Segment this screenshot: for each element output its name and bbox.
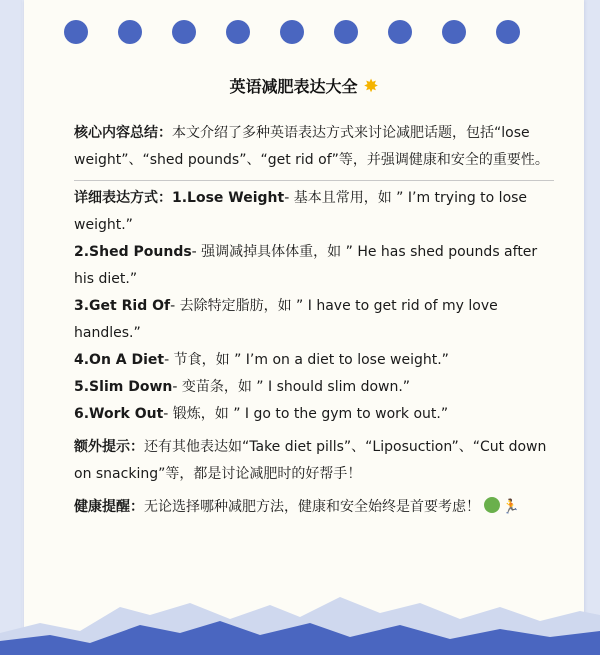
detail-item bbox=[74, 401, 554, 428]
summary-text: 本文介绍了多种英语表达方式来讨论减肥话题，包括“lose weight”、“shed pounds”、“get rid of”等，并强调健康和安全的重要性。 bbox=[74, 125, 549, 168]
green-apple-icon bbox=[484, 497, 500, 513]
health-text: 无论选择哪种减肥方法，健康和安全始终是首要考虑！ bbox=[144, 499, 480, 515]
summary-label: 核心内容总结： bbox=[74, 125, 172, 141]
detail-item bbox=[74, 185, 554, 239]
detail-term: 1.Lose Weight bbox=[172, 190, 285, 206]
article-body bbox=[74, 120, 554, 527]
detail-term: 3.Get Rid Of bbox=[74, 298, 171, 314]
note-card bbox=[24, 0, 584, 655]
binder-hole bbox=[64, 20, 88, 44]
binder-hole bbox=[334, 20, 358, 44]
health-paragraph bbox=[74, 494, 554, 521]
detail-term: 2.Shed Pounds bbox=[74, 244, 192, 260]
detail-term: 6.Work Out bbox=[74, 406, 164, 422]
section-divider bbox=[74, 180, 554, 181]
binder-hole bbox=[226, 20, 250, 44]
tips-paragraph bbox=[74, 434, 554, 488]
sparkle-icon: ✸ bbox=[363, 76, 379, 97]
page-title bbox=[24, 74, 584, 97]
detail-desc: - 变苗条，如 ” I should slim down.” bbox=[172, 379, 411, 395]
health-label: 健康提醒： bbox=[74, 499, 144, 515]
binder-hole bbox=[118, 20, 142, 44]
page-margin-left bbox=[0, 0, 22, 655]
detail-item bbox=[74, 374, 554, 401]
tips-label: 额外提示： bbox=[74, 439, 144, 455]
runner-icon: 🏃 bbox=[502, 499, 520, 515]
mountain-decoration bbox=[0, 585, 600, 655]
title-text: 英语减肥表达大全 bbox=[229, 77, 358, 96]
details-label: 详细表达方式： bbox=[74, 190, 172, 206]
binder-hole bbox=[280, 20, 304, 44]
detail-desc: - 锻炼，如 ” I go to the gym to work out.” bbox=[163, 406, 449, 422]
detail-desc: - 去除特定脂肪，如 ” I have to get rid of my love handles.” bbox=[74, 298, 498, 341]
detail-desc: - 节食，如 ” I’m on a diet to lose weight.” bbox=[164, 352, 449, 368]
binder-holes bbox=[64, 20, 544, 46]
binder-hole bbox=[496, 20, 520, 44]
binder-hole bbox=[172, 20, 196, 44]
binder-hole bbox=[442, 20, 466, 44]
detail-desc: - 基本且常用，如 ” I’m trying to lose weight.” bbox=[74, 190, 528, 233]
detail-desc: - 强调减掉具体体重，如 ” He has shed pounds after his diet.” bbox=[74, 244, 538, 287]
detail-item bbox=[74, 347, 554, 374]
detail-item bbox=[74, 239, 554, 293]
detail-term: 4.On A Diet bbox=[74, 352, 165, 368]
detail-item bbox=[74, 293, 554, 347]
binder-hole bbox=[388, 20, 412, 44]
tips-text: 还有其他表达如“Take diet pills”、“Liposuction”、“Cut down on snacking”等，都是讨论减肥时的好帮手！ bbox=[74, 439, 547, 482]
detail-term: 5.Slim Down bbox=[74, 379, 173, 395]
summary-paragraph bbox=[74, 120, 554, 174]
